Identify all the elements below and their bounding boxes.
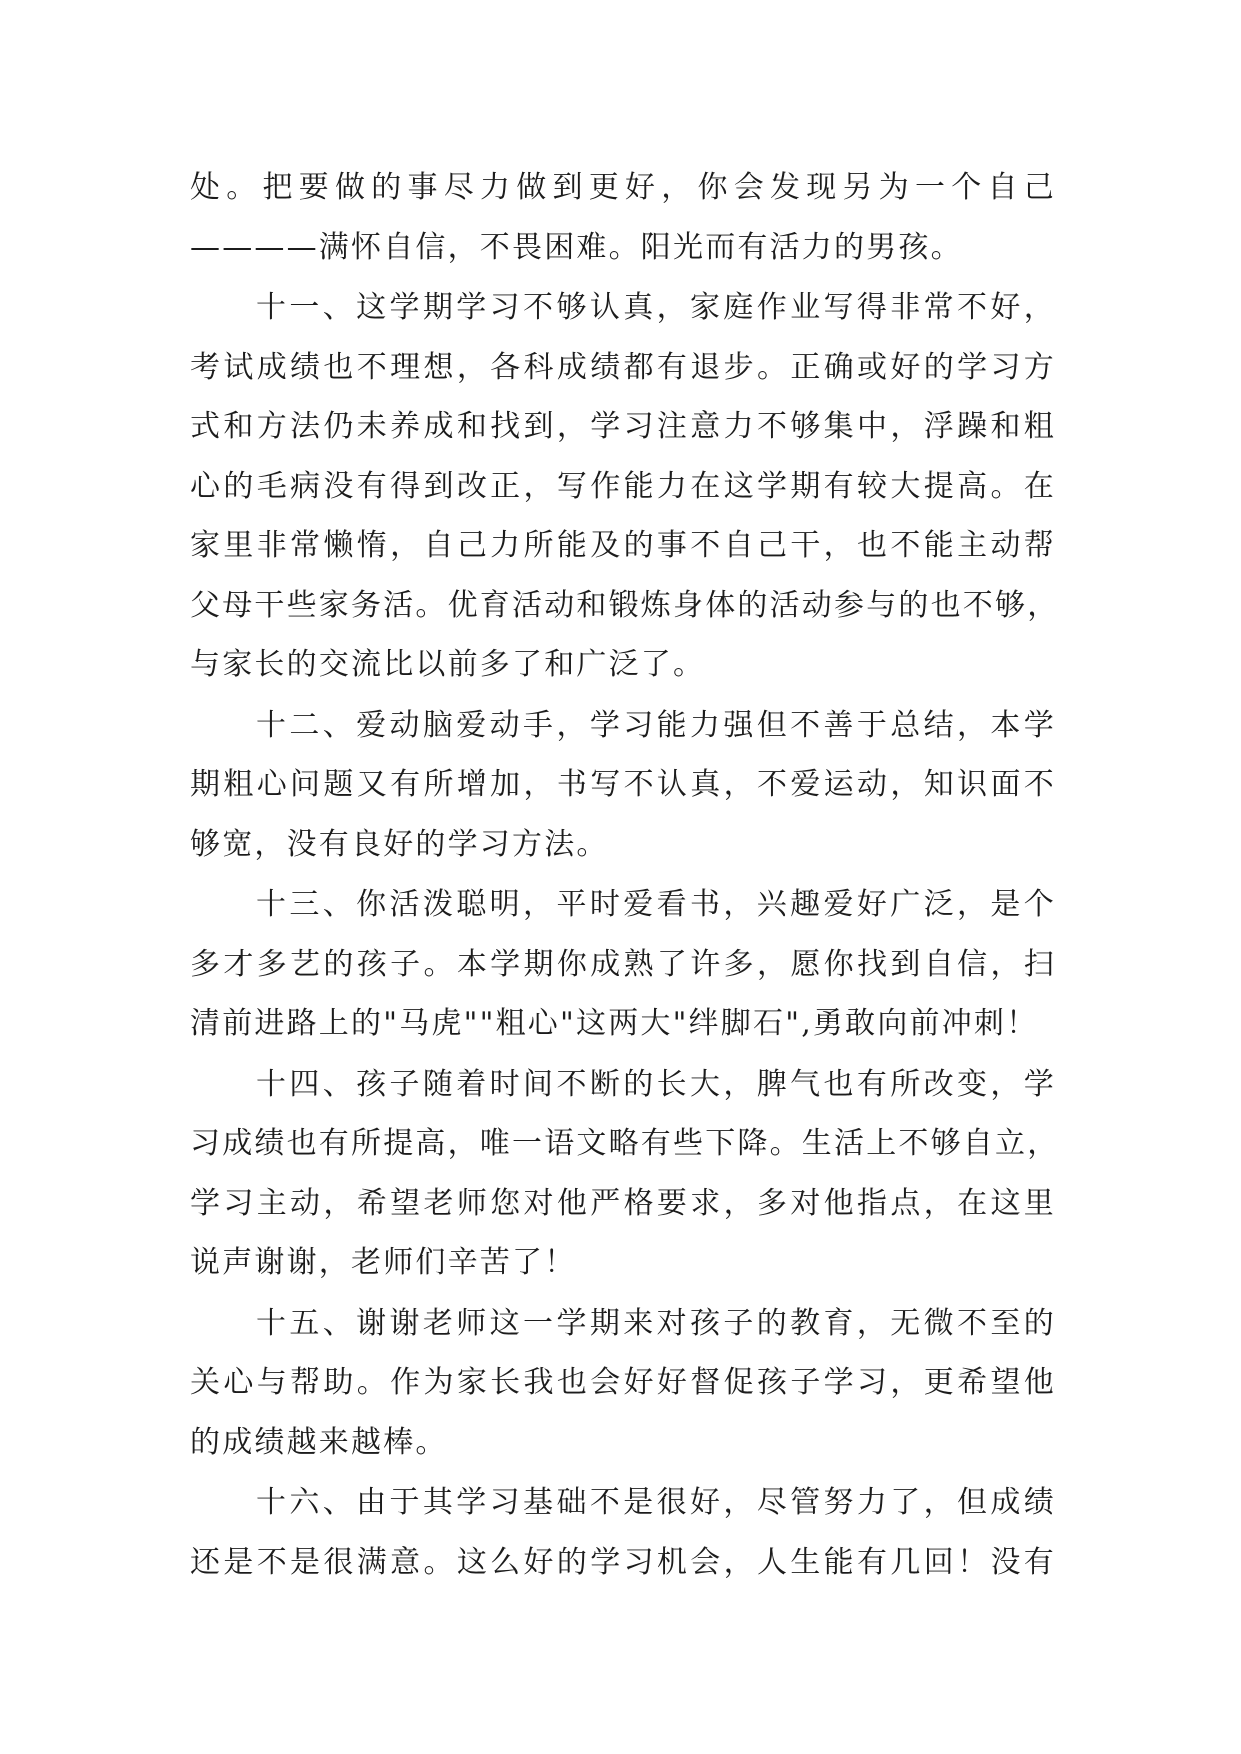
paragraph-12 xyxy=(190,696,1056,875)
text-line: 说声谢谢，老师们辛苦了！ xyxy=(190,1245,577,1280)
text-line: 习成绩也有所提高，唯一语文略有些下降。生活上不够自立， xyxy=(190,1126,1060,1161)
text-line: 关心与帮助。作为家长我也会好好督促孩子学习，更希望他 xyxy=(190,1365,1056,1400)
text-line: 够宽，没有良好的学习方法。 xyxy=(190,826,609,862)
paragraph-continuation xyxy=(190,158,1056,277)
text-line: 的成绩越来越棒。 xyxy=(190,1424,448,1460)
text-line: 式和方法仍未养成和找到，学习注意力不够集中，浮躁和粗 xyxy=(190,409,1056,444)
text-line: 与家长的交流比以前多了和广泛了。 xyxy=(190,647,706,682)
text-line: ————满怀自信，不畏困难。阳光而有活力的男孩。 xyxy=(190,229,963,265)
text-line: 多才多艺的孩子。本学期你成熟了许多，愿你找到自信，扫 xyxy=(190,946,1056,982)
text-line: 十一、这学期学习不够认真，家庭作业写得非常不好， xyxy=(256,290,1056,325)
text-line: 十二、爱动脑爱动手，学习能力强但不善于总结，本学 xyxy=(256,707,1056,743)
text-line: 学习主动，希望老师您对他严格要求，多对他指点，在这里 xyxy=(190,1185,1056,1221)
text-line: 清前进路上的"马虎""粗心"这两大"绊脚石",勇敢向前冲刺！ xyxy=(190,1006,1039,1041)
paragraph-13 xyxy=(190,875,1056,1054)
text-line: 心的毛病没有得到改正，写作能力在这学期有较大提高。在 xyxy=(190,468,1056,504)
paragraph-16 xyxy=(190,1473,1056,1592)
text-line: 父母干些家务活。优育活动和锻炼身体的活动参与的也不够， xyxy=(190,587,1060,623)
text-line: 十三、你活泼聪明，平时爱看书，兴趣爱好广泛，是个 xyxy=(256,887,1056,922)
text-line: 还是不是很满意。这么好的学习机会，人生能有几回！没有 xyxy=(190,1544,1056,1580)
document-body xyxy=(190,158,1060,1593)
text-line: 十四、孩子随着时间不断的长大，脾气也有所改变，学 xyxy=(256,1066,1056,1102)
text-line: 处。把要做的事尽力做到更好，你会发现另为一个自己 xyxy=(190,170,1056,205)
paragraph-15 xyxy=(190,1294,1056,1473)
text-line: 十五、谢谢老师这一学期来对孩子的教育，无微不至的 xyxy=(256,1305,1056,1341)
text-line: 期粗心问题又有所增加，书写不认真，不爱运动，知识面不 xyxy=(190,767,1056,802)
text-line: 家里非常懒惰，自己力所能及的事不自己干，也不能主动帮 xyxy=(190,528,1056,563)
text-line: 考试成绩也不理想，各科成绩都有退步。正确或好的学习方 xyxy=(190,349,1056,385)
text-line: 十六、由于其学习基础不是很好，尽管努力了，但成绩 xyxy=(256,1485,1056,1520)
paragraph-11 xyxy=(190,278,1060,695)
paragraph-14 xyxy=(190,1055,1060,1293)
